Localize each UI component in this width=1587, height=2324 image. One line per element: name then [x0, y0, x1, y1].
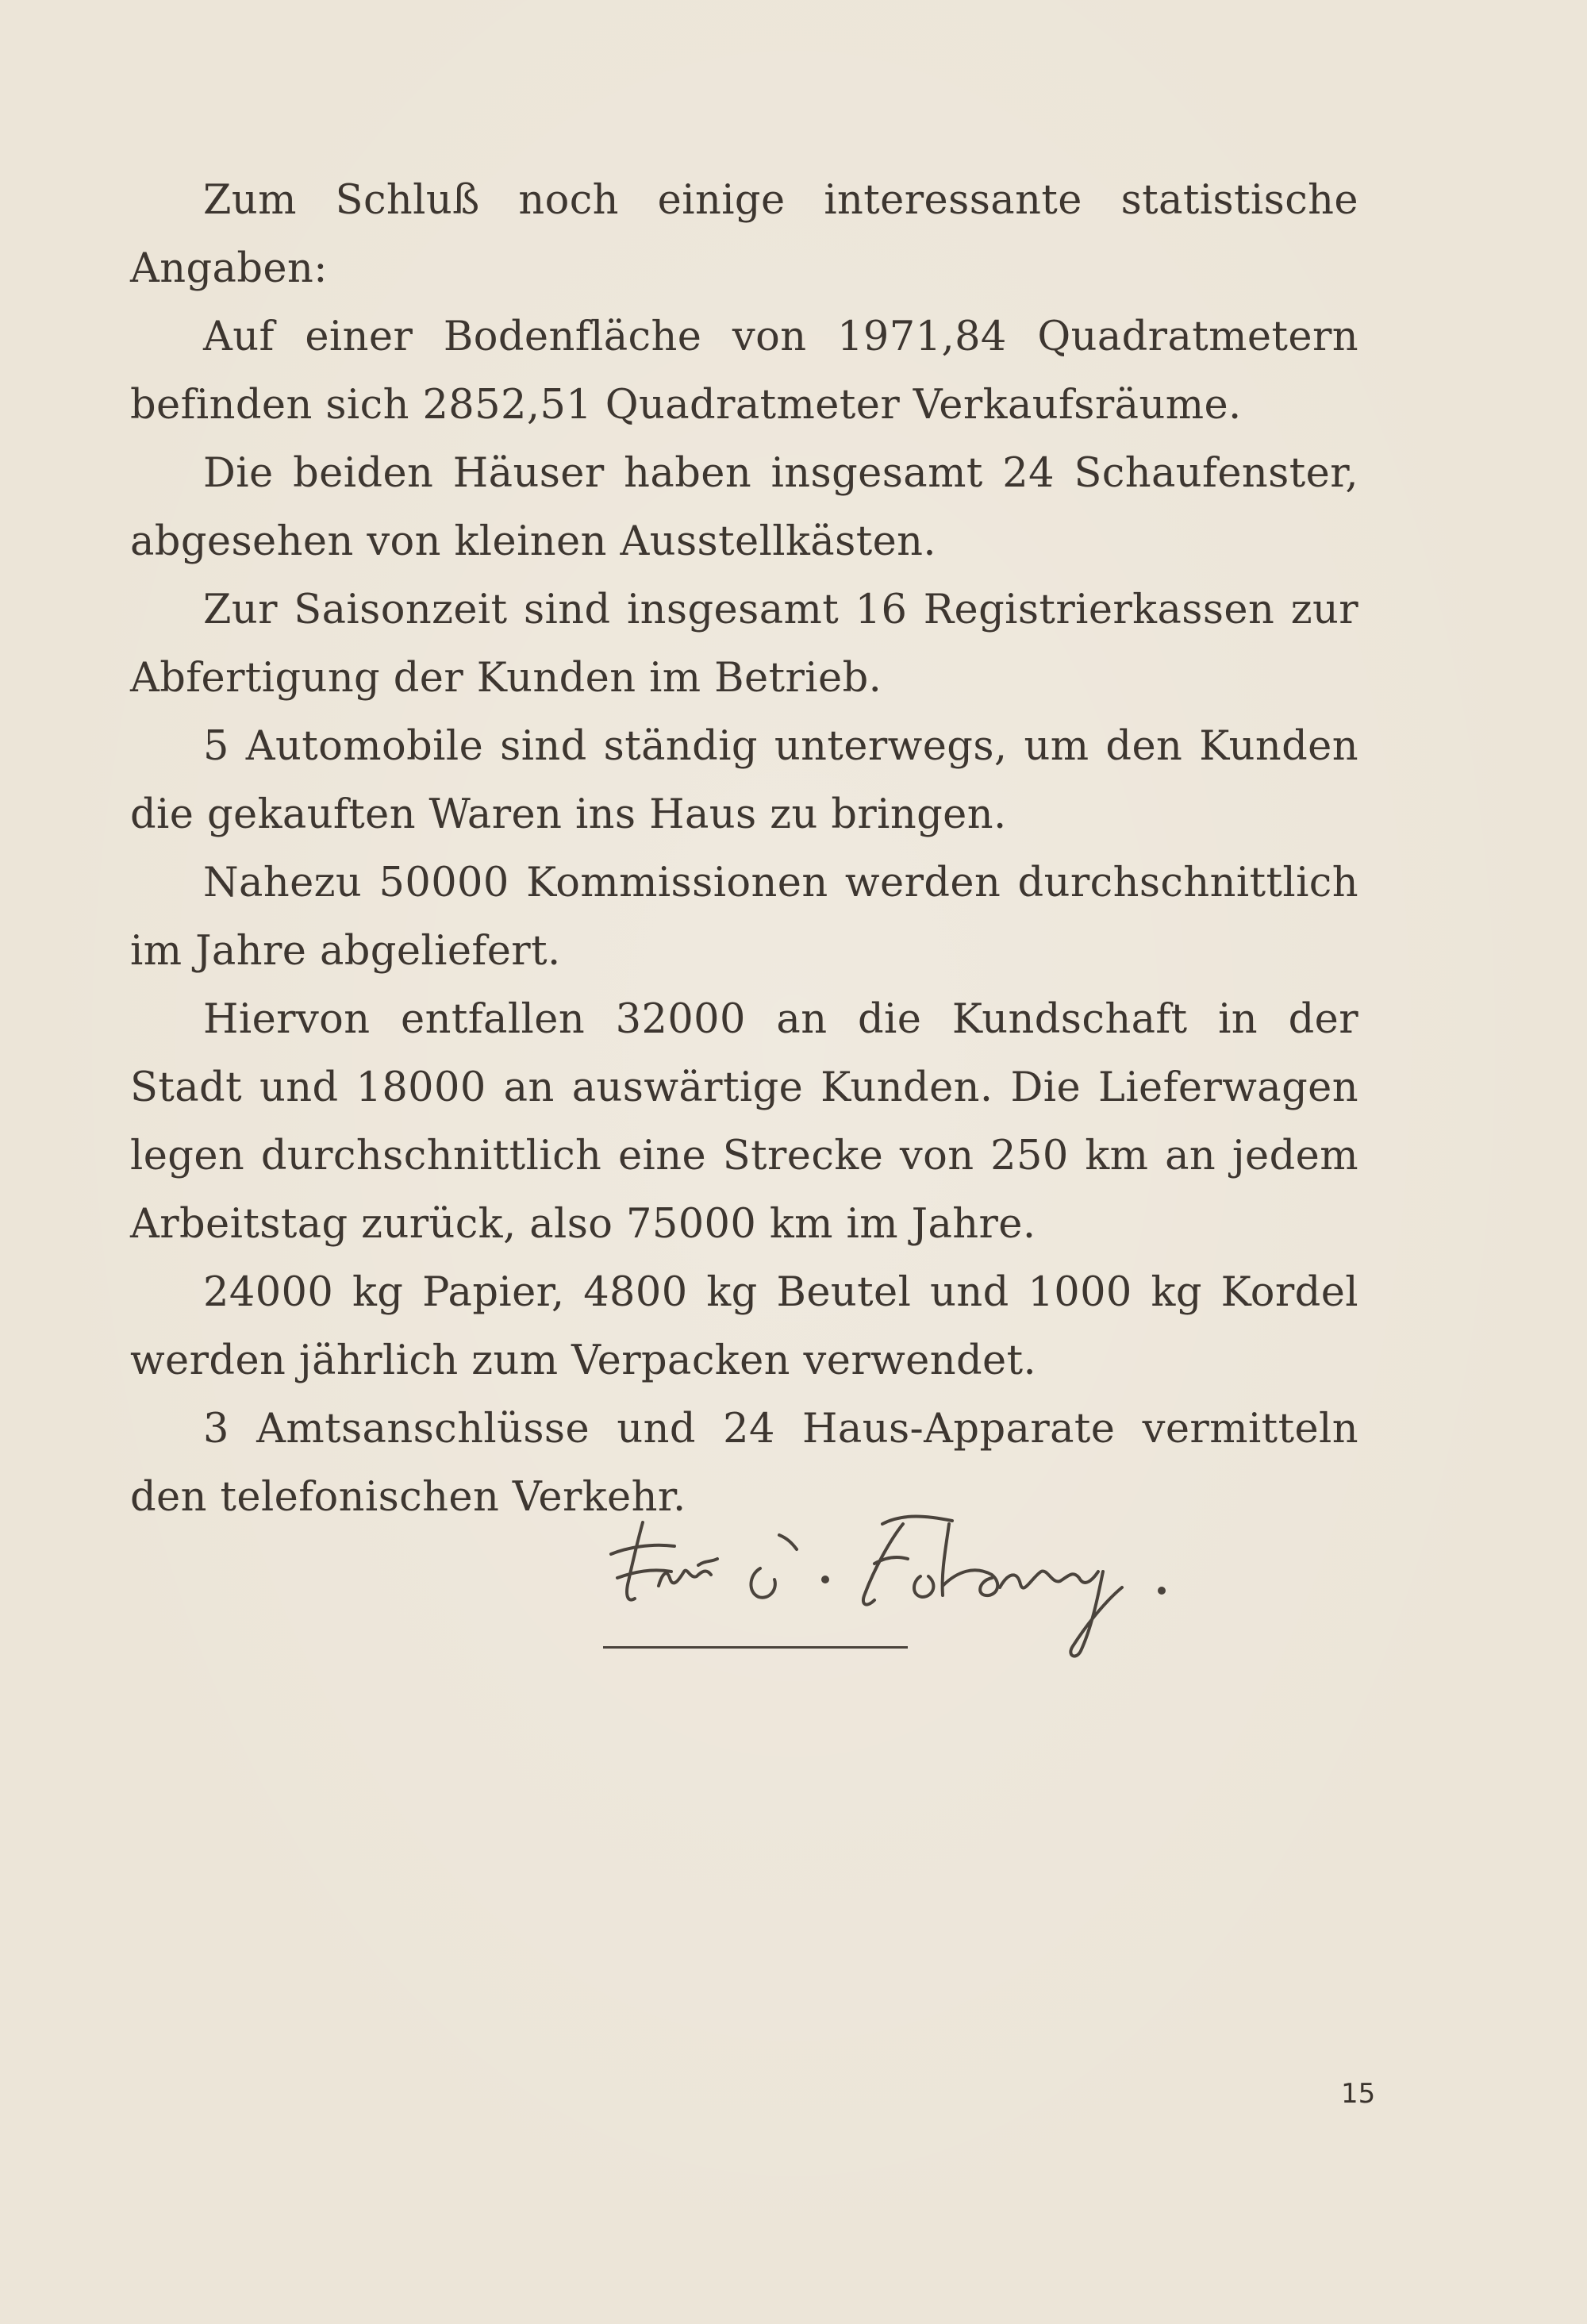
- paragraph-telephones: 3 Amtsanschlüsse und 24 Haus-Apparate vermitteln den telefonischen Verkehr.: [130, 1406, 1358, 1521]
- signature-underline: [603, 1646, 908, 1649]
- paragraph-commissions: Nahezu 50000 Kommissionen werden durchschnittlich im Jahre abgeliefert.: [130, 860, 1358, 975]
- paragraph-intro: Zum Schluß noch einige interessante statistische Angaben:: [130, 177, 1358, 292]
- paragraph-packaging: 24000 kg Papier, 4800 kg Beutel und 1000 kg Kordel werden jährlich zum Verpacken verwendet.: [130, 1269, 1358, 1384]
- paragraph-automobiles: 5 Automobile sind ständig unterwegs, um den Kunden die gekauften Waren ins Haus zu bringen.: [130, 723, 1358, 838]
- paragraph-cash-registers: Zur Saisonzeit sind insgesamt 16 Registrierkassen zur Abfertigung der Kunden im Betrieb.: [130, 587, 1358, 702]
- paragraph-floor-area: Auf einer Bodenfläche von 1971,84 Quadratmetern befinden sich 2852,51 Quadratmeter Verkaufsräume.: [130, 314, 1358, 429]
- paragraph-shop-windows: Die beiden Häuser haben insgesamt 24 Schaufenster, abgesehen von kleinen Ausstellkästen.: [130, 450, 1358, 565]
- page-number: 15: [1341, 2078, 1376, 2110]
- paragraph-deliveries: Hiervon entfallen 32000 an die Kundschaft in der Stadt und 18000 an auswärtige Kunden. Die Lieferwagen legen durchschnittlich eine Strecke von 250 km an jedem Arbeitstag zurück, also 75000 km im Jahre.: [130, 996, 1358, 1248]
- body-text: [130, 167, 1358, 1532]
